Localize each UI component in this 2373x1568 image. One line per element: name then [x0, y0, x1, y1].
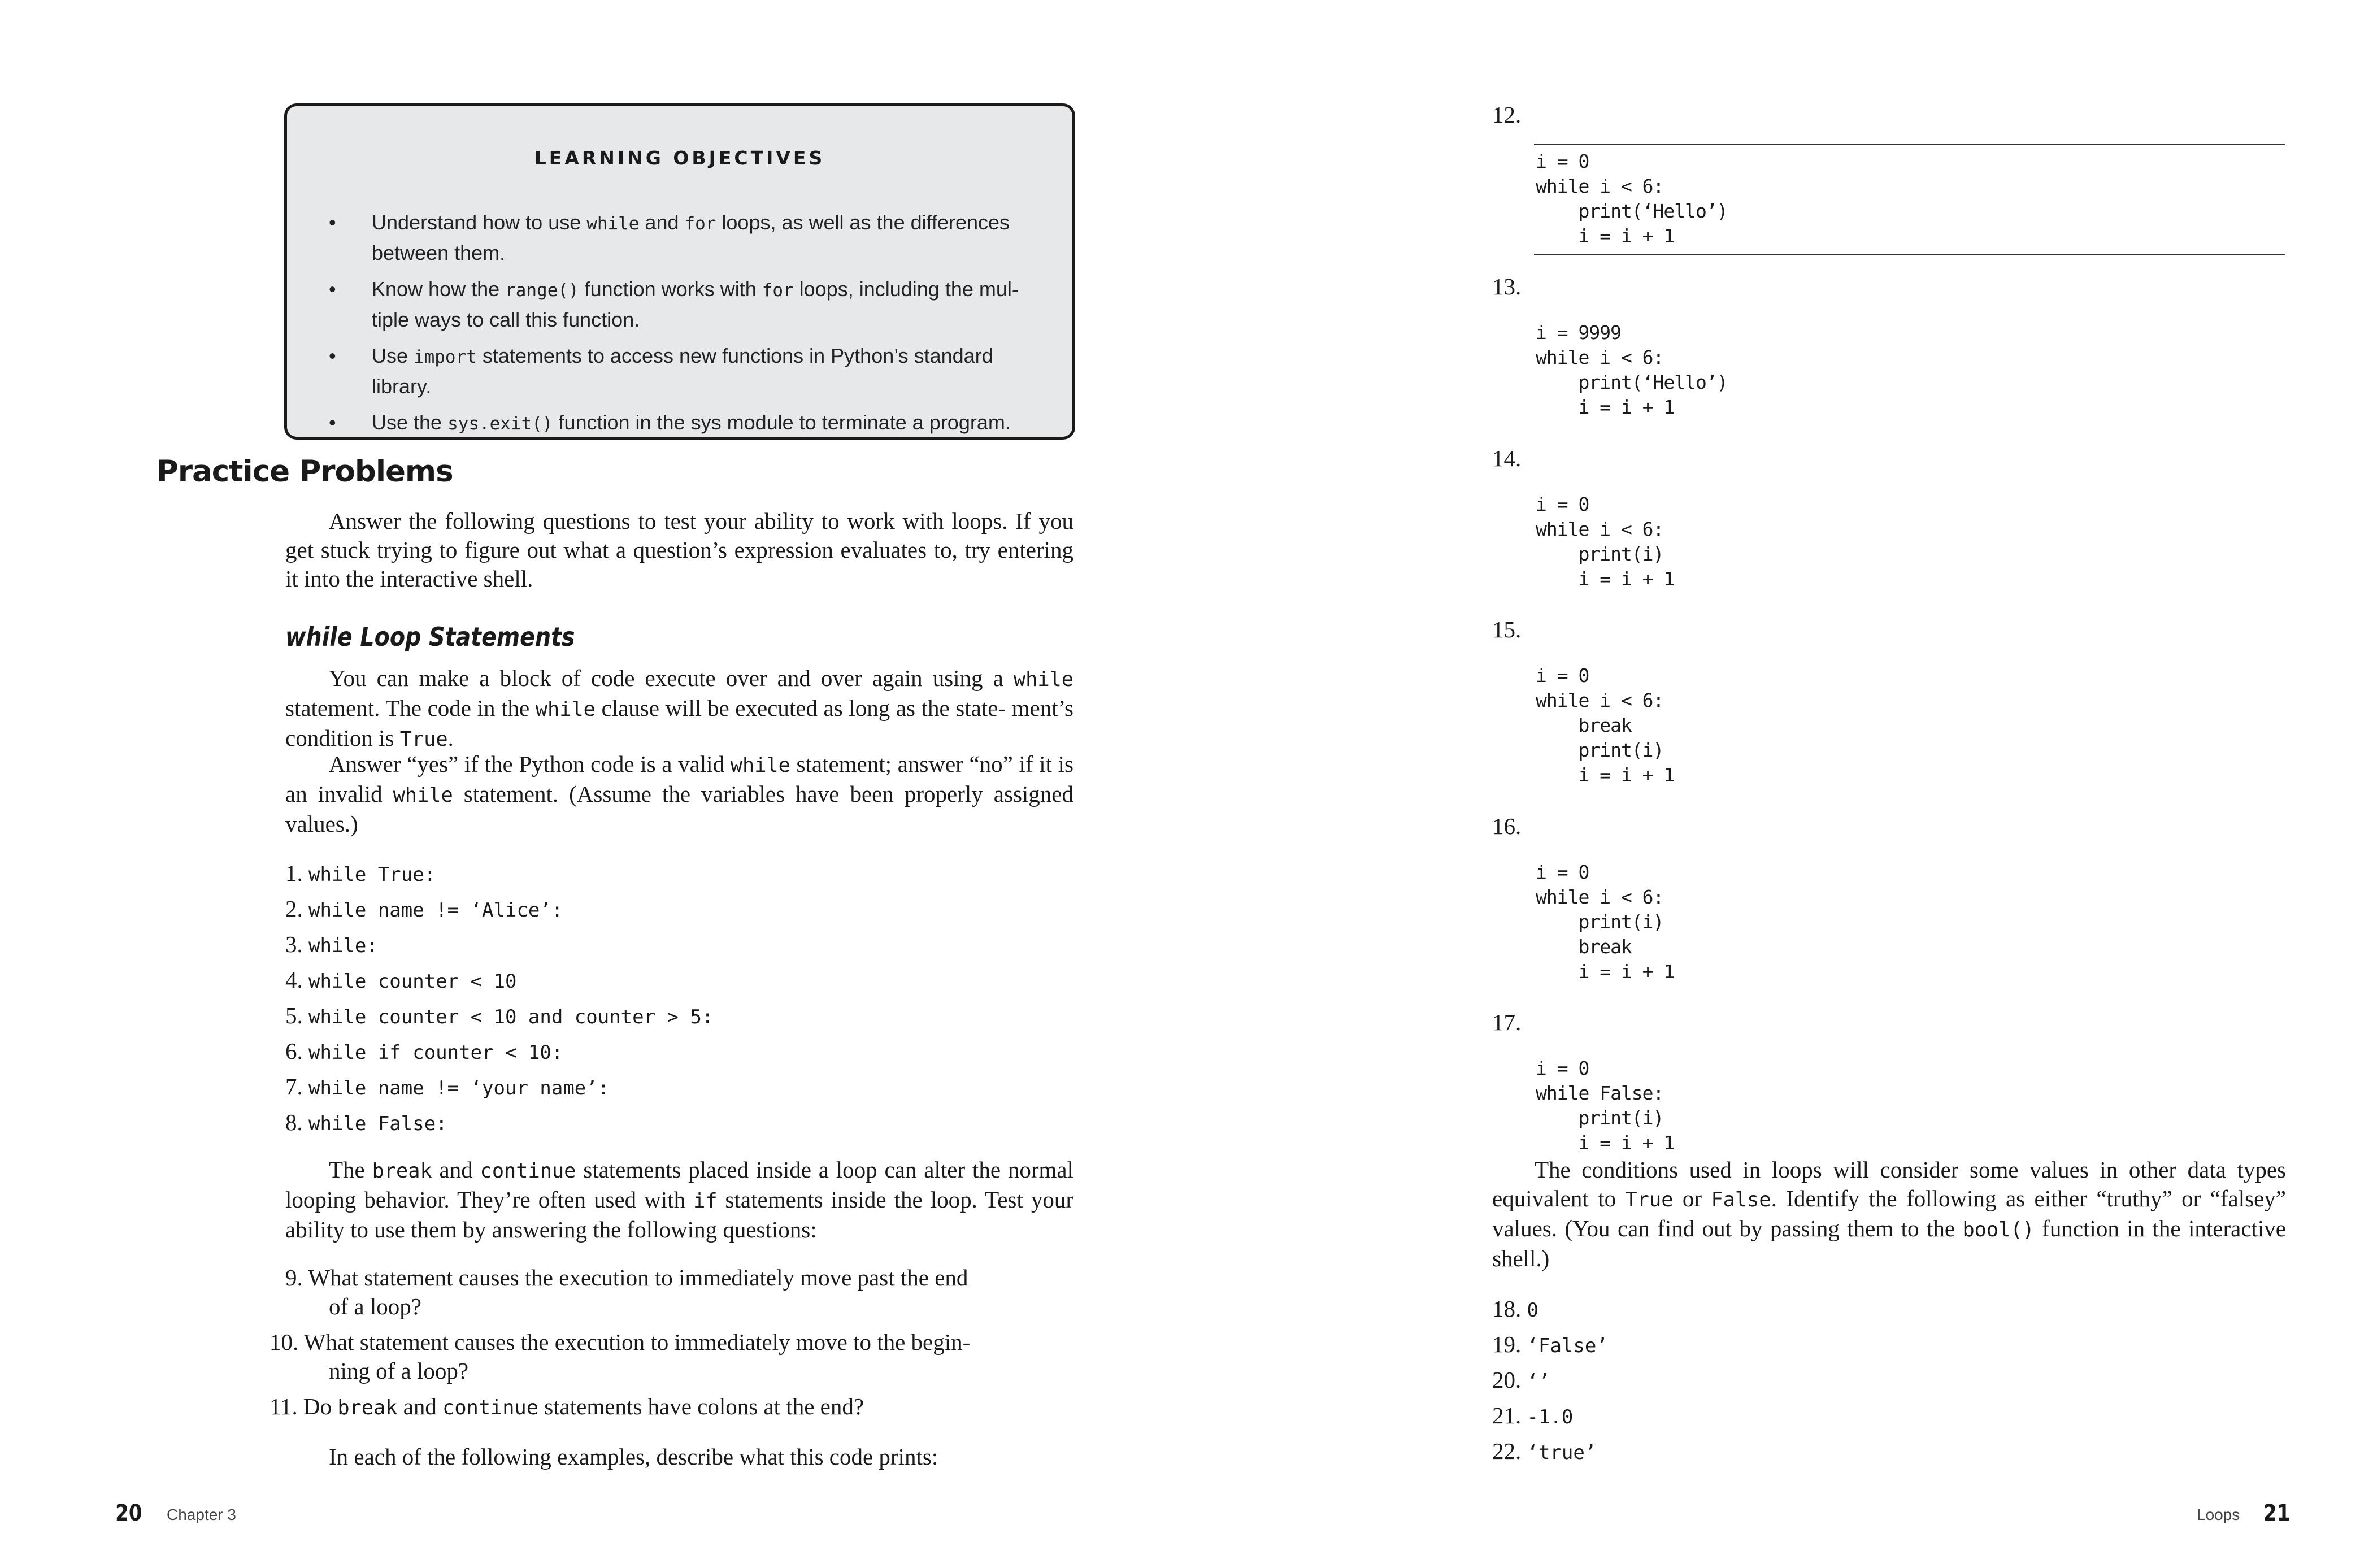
question-number: 2. — [285, 896, 303, 922]
text: statement. (Assume the variables have been properly assigned values.) — [285, 781, 1074, 837]
code-block: i = 0 while i < 6: print(i) break i = i + 1 — [1536, 861, 1675, 983]
subsection-heading-while-loops: while Loop Statements — [285, 622, 575, 652]
list-item — [1492, 1366, 1550, 1396]
question-text-continued: ning of a loop? — [329, 1358, 469, 1384]
question-number: 22. — [1492, 1438, 1522, 1464]
inline-code: True — [1625, 1188, 1674, 1211]
list-item — [285, 894, 563, 925]
question-number: 8. — [285, 1109, 303, 1135]
example-number: 14. — [1492, 445, 1522, 471]
list-item — [285, 1037, 563, 1067]
bullet: • — [329, 211, 336, 234]
code-block: i = 0 while i < 6: print(i) i = i + 1 — [1536, 493, 1675, 590]
truthy-paragraph — [1492, 1156, 2286, 1273]
inline-code: True — [399, 728, 448, 751]
inline-code: while — [586, 214, 640, 234]
objective-text: statements to access new functions in Python’s standard library. — [372, 344, 993, 398]
while-paragraph-1 — [285, 664, 1074, 754]
text: The — [329, 1157, 372, 1183]
list-item — [285, 859, 436, 889]
examples-intro: In each of the following examples, describe what this code prints: — [329, 1444, 938, 1470]
rule-bottom — [1534, 254, 2285, 255]
example-number: 13. — [1492, 273, 1522, 299]
question-number: 10. — [270, 1329, 299, 1355]
list-item — [1492, 1330, 1608, 1361]
text: statement; answer “no” if it is an invalid — [285, 751, 1074, 807]
code-block: i = 0 while i < 6: print(‘Hello’) i = i + 1 — [1536, 150, 1728, 247]
bullet: • — [329, 344, 336, 367]
question-number: 21. — [1492, 1402, 1522, 1428]
inline-code: while — [393, 784, 453, 807]
inline-code: while — [535, 698, 596, 721]
inline-code: break — [372, 1159, 432, 1183]
question-code: while False: — [308, 1113, 447, 1135]
question-code: ‘’ — [1527, 1370, 1550, 1393]
inline-code: for — [684, 214, 716, 234]
list-item — [285, 1108, 447, 1139]
question-code: while True: — [308, 863, 436, 886]
objective-text: loops, as well as the differences between them. — [372, 211, 1010, 264]
text: Answer “yes” if the Python code is a valid — [329, 751, 731, 777]
question-number: 5. — [285, 1002, 303, 1028]
question-code: while counter < 10 and counter > 5: — [308, 1006, 714, 1028]
learning-objectives-title: LEARNING OBJECTIVES — [534, 147, 825, 169]
question-number: 9. — [285, 1265, 303, 1291]
question-number: 4. — [285, 967, 303, 993]
list-item — [1492, 1295, 1538, 1325]
text: and — [397, 1393, 443, 1419]
list-item — [285, 1001, 713, 1032]
inline-code: for — [762, 280, 794, 301]
objective-text: Use — [372, 344, 414, 367]
text: You can make a block of code execute over and over again using a — [329, 665, 1014, 691]
text: function in the interactive shell.) — [1492, 1215, 2286, 1271]
question-number: 6. — [285, 1038, 303, 1064]
question-number: 11. — [270, 1393, 298, 1419]
inline-code: break — [337, 1396, 398, 1419]
objective-item — [329, 208, 1050, 268]
objective-item — [329, 408, 1050, 438]
text: or — [1673, 1185, 1711, 1211]
question-code: while name != ‘your name’: — [308, 1077, 610, 1100]
question-text: What statement causes the execution to immediately move to the begin- — [303, 1329, 971, 1355]
code-block: i = 0 while False: print(i) i = i + 1 — [1536, 1057, 1675, 1154]
page-number-right: 21 — [2263, 1500, 2291, 1526]
example-number: 16. — [1492, 813, 1522, 839]
question-code: 0 — [1527, 1299, 1538, 1322]
question-text-continued: of a loop? — [329, 1293, 421, 1319]
section-heading-practice-problems: Practice Problems — [157, 454, 453, 489]
inline-code: while — [1013, 668, 1074, 691]
text: The conditions used in loops will consider some values in other data types equivalent to — [1492, 1157, 2286, 1211]
running-head-title: Loops — [2197, 1506, 2240, 1523]
question-code: ‘False’ — [1527, 1335, 1608, 1357]
text: Do — [303, 1393, 338, 1419]
question-number: 1. — [285, 860, 303, 886]
learning-objectives-list — [329, 208, 1050, 445]
question-number: 18. — [1492, 1296, 1522, 1322]
question-number: 7. — [285, 1074, 303, 1100]
text: statement. The code in the — [285, 695, 536, 721]
text: clause will be executed as long as the state- ment’s condition is — [285, 695, 1074, 751]
objective-item — [329, 341, 1050, 401]
break-continue-paragraph — [285, 1156, 1074, 1244]
inline-code: import — [414, 347, 477, 367]
example-number: 17. — [1492, 1009, 1522, 1035]
objective-text: Know how the — [372, 277, 506, 301]
while-paragraph-2 — [285, 750, 1074, 839]
page-number-left: 20 — [115, 1500, 142, 1526]
code-block: i = 0 while i < 6: break print(i) i = i + 1 — [1536, 664, 1675, 786]
question-code: -1.0 — [1527, 1406, 1574, 1428]
objective-text: Use the — [372, 411, 448, 434]
question-code: while name != ‘Alice’: — [308, 899, 563, 922]
list-item — [285, 930, 378, 961]
question-number: 20. — [1492, 1367, 1522, 1393]
list-item — [1492, 1401, 1573, 1432]
bullet: • — [329, 411, 336, 434]
inline-code: sys.exit() — [447, 414, 553, 434]
text: . Identify the following as either “truthy” or “falsey” values. (You can find out by passing them to the — [1492, 1185, 2286, 1241]
question-number: 3. — [285, 931, 303, 957]
objective-text: function works with — [579, 277, 762, 301]
text: statements placed inside a loop can alter the normal looping behavior. They’re often used with — [285, 1157, 1074, 1213]
inline-code: False — [1711, 1188, 1771, 1211]
rule-top — [1534, 144, 2285, 145]
question-number: 19. — [1492, 1331, 1522, 1357]
question-code: while counter < 10 — [308, 970, 517, 993]
learning-objectives-box — [284, 103, 1075, 440]
intro-paragraph: Answer the following questions to test your ability to work with loops. If you get stuck trying to figure out what a question’s expression evaluates to, try entering it into the interactive shell. — [285, 508, 1074, 592]
code-block: i = 9999 while i < 6: print(‘Hello’) i = i + 1 — [1536, 322, 1728, 418]
inline-code: continue — [480, 1159, 576, 1183]
inline-code: continue — [442, 1396, 538, 1419]
inline-code: while — [730, 754, 790, 777]
objective-item — [329, 275, 1050, 335]
question-code: while: — [308, 935, 378, 957]
example-number: 15. — [1492, 616, 1522, 642]
inline-code: bool() — [1962, 1218, 2035, 1241]
running-head-chapter: Chapter 3 — [167, 1506, 236, 1523]
list-item — [285, 1072, 609, 1103]
list-item — [285, 966, 516, 996]
list-item — [1492, 1437, 1596, 1467]
question-text: What statement causes the execution to immediately move past the end — [308, 1265, 968, 1291]
inline-code: if — [693, 1189, 718, 1213]
question-code: ‘true’ — [1527, 1441, 1597, 1464]
bullet: • — [329, 277, 336, 301]
question-code: while if counter < 10: — [308, 1041, 563, 1064]
text: statements inside the loop. Test your ability to use them by answering the following questions: — [285, 1187, 1074, 1243]
objective-text: and — [639, 211, 685, 234]
text: and — [432, 1157, 480, 1183]
text: . — [447, 725, 454, 751]
example-number: 12. — [1492, 102, 1522, 128]
objective-text: loops, including the mul- tiple ways to call this function. — [372, 277, 1019, 331]
text: statements have colons at the end? — [538, 1393, 864, 1419]
inline-code: range() — [505, 280, 579, 301]
objective-text: Understand how to use — [372, 211, 587, 234]
objective-text: function in the sys module to terminate a program. — [553, 411, 1011, 434]
